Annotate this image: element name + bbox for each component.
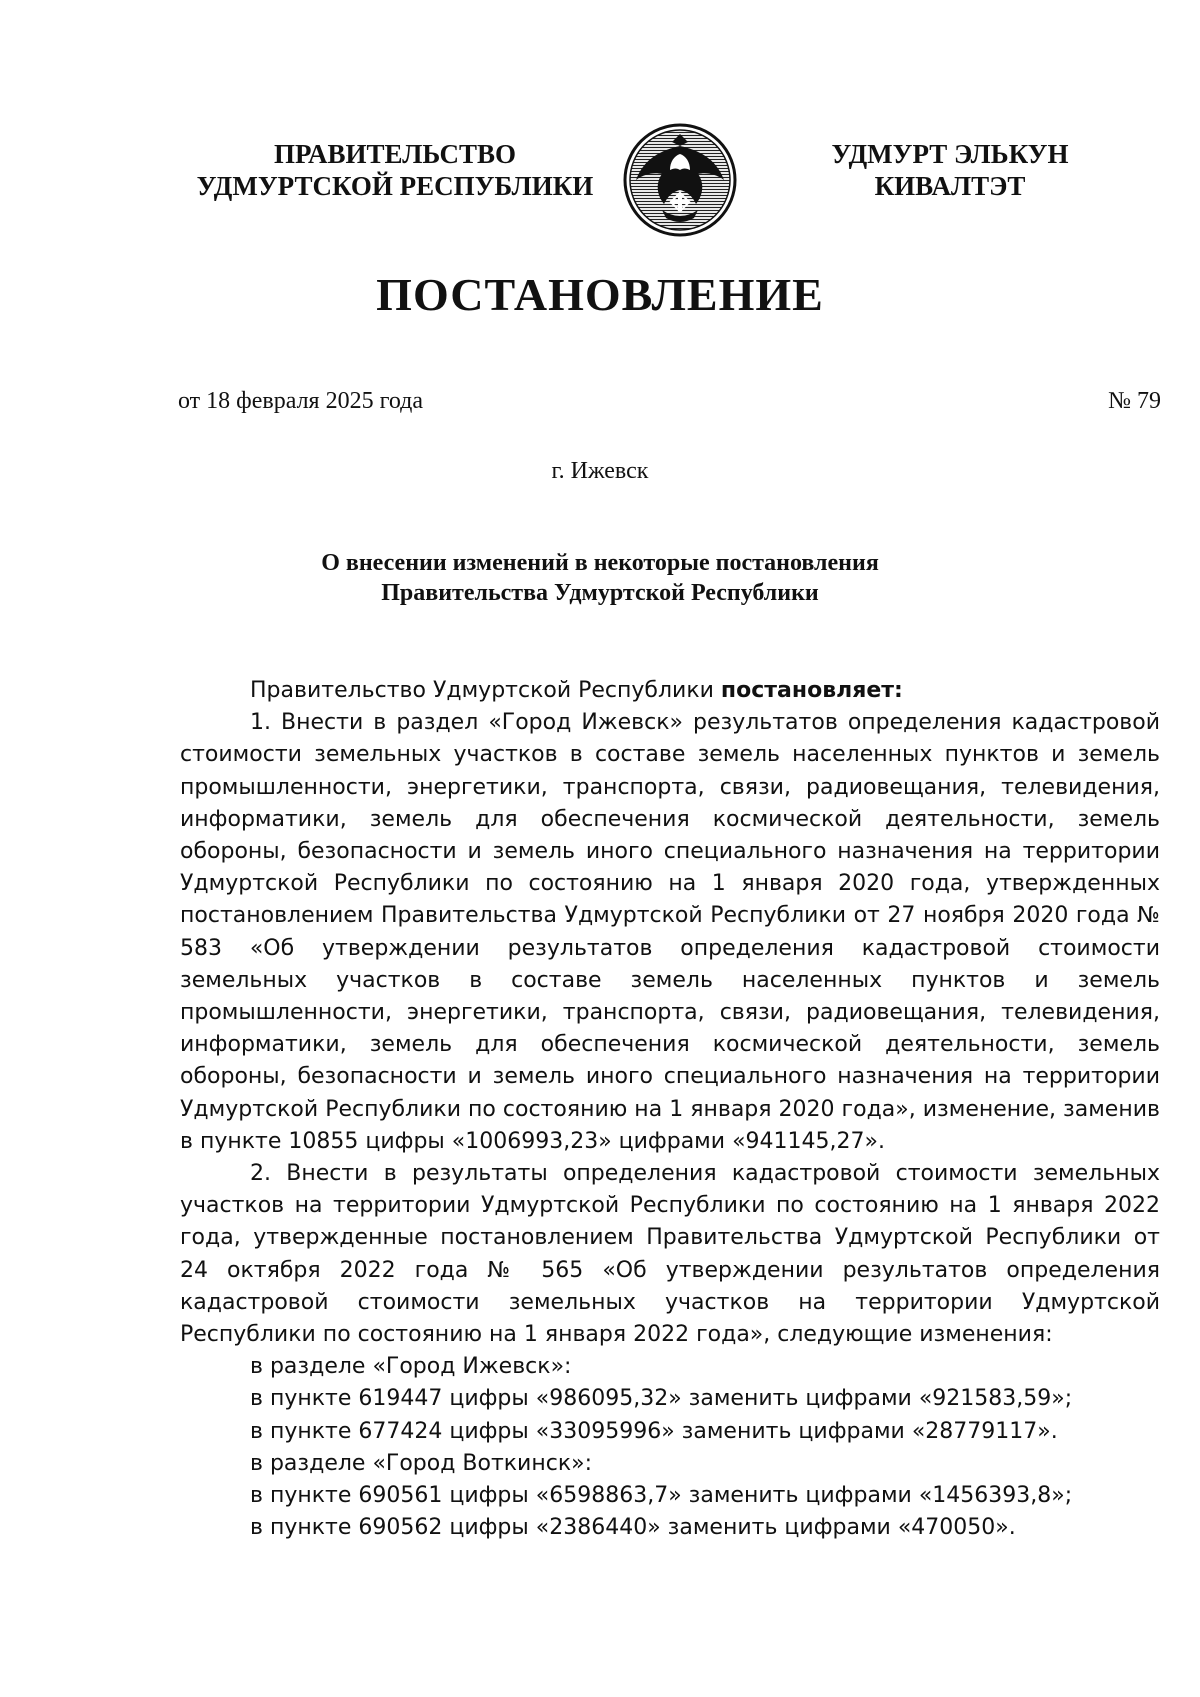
paragraph-1: 1. Внести в раздел «Город Ижевск» результатов определения кадастровой стоимости земельных участков в составе земель населенных пунктов и земель промышленности, энергетики, транспорта, связи, радиовещания, телевидения, информатики, земель для обеспечения космической деятельности, земель обороны, безопасности и земель иного специального назначения на территории Удмуртской Республики по состоянию на 1 января 2020 года, утвержденных постановлением Правительства Удмуртской Республики от 27 ноября 2020 года № 583 «Об утверждении результатов определения кадастровой стоимости земельных участков в составе земель населенных пунктов и земель промышленности, энергетики, транспорта, связи, радиовещания, телевидения, информатики, земель для обеспечения космической деятельности, земель обороны, безопасности и земель иного специального назначения на территории Удмуртской Республики по состоянию на 1 января 2020 года», изменение, заменив в пункте 10855 цифры «1006993,23» цифрами «941145,27». — [180, 710, 1160, 1154]
org-left-line2: УДМУРТСКОЙ РЕСПУБЛИКИ — [196, 171, 594, 201]
org-right-line2: КИВАЛТЭТ — [874, 171, 1026, 201]
document-date: от 18 февраля 2025 года — [178, 388, 424, 414]
udmurt-coat-of-arms-icon — [622, 122, 738, 238]
org-left-line1: ПРАВИТЕЛЬСТВО — [273, 139, 517, 169]
org-name-udmurt — [800, 138, 1100, 202]
org-name-russian — [175, 138, 615, 202]
list-item: в пункте 677424 цифры «33095996» заменить цифрами «28779117». — [250, 1418, 1058, 1444]
list-item: в пункте 690561 цифры «6598863,7» заменить цифрами «1456393,8»; — [250, 1483, 1073, 1509]
document-city: г. Ижевск — [551, 458, 649, 484]
list-item: в разделе «Город Ижевск»: — [250, 1354, 572, 1380]
list-item: в разделе «Город Воткинск»: — [250, 1450, 592, 1476]
list-item: в пункте 690562 цифры «2386440» заменить цифрами «470050». — [250, 1515, 1016, 1541]
intro-bold: постановляет: — [720, 678, 903, 703]
document-header — [0, 138, 1200, 228]
document-number: № 79 — [1108, 388, 1161, 414]
intro-text: Правительство Удмуртской Республики — [250, 678, 721, 703]
date-number-line — [178, 388, 1161, 420]
paragraph-2: 2. Внести в результаты определения кадастровой стоимости земельных участков на территории Удмуртской Республики по состоянию на 1 января 2022 года, утвержденные постановлением Правительства Удмуртской Республики от 24 октября 2022 года № 565 «Об утверждении результатов определения кадастровой стоимости земельных участков на территории Удмуртской Республики по состоянию на 1 января 2022 года», следующие изменения: — [180, 1161, 1160, 1348]
intro-paragraph — [180, 675, 1160, 707]
title-line1: О внесении изменений в некоторые постановления — [321, 550, 879, 576]
document-body — [180, 675, 1160, 1544]
title-line2: Правительства Удмуртской Республики — [381, 580, 819, 606]
list-item: в пункте 619447 цифры «986095,32» заменить цифрами «921583,59»; — [250, 1386, 1073, 1412]
org-right-line1: УДМУРТ ЭЛЬКУН — [831, 139, 1069, 169]
document-title — [0, 548, 1200, 608]
document-type: ПОСТАНОВЛЕНИЕ — [376, 269, 824, 320]
